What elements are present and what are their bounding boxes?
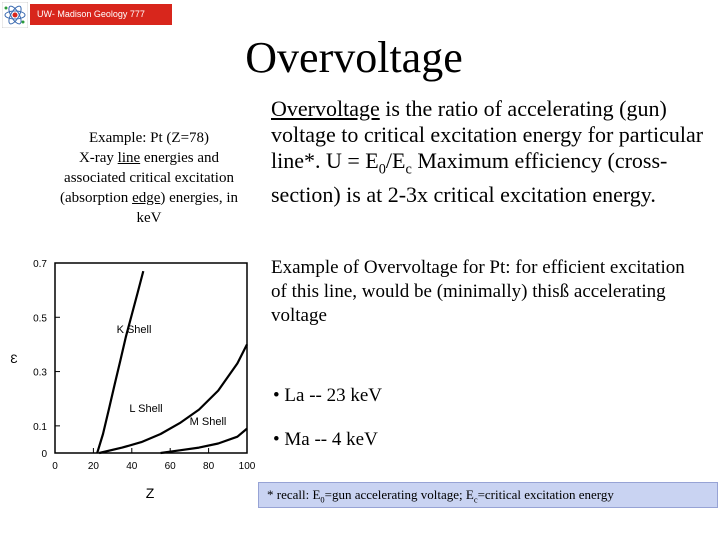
y-tick-label: 0.5 bbox=[33, 313, 47, 325]
y-tick-label: 0.1 bbox=[33, 421, 47, 433]
caption-line: (absorption edge) energies, in bbox=[59, 190, 239, 206]
bullet-la: • La -- 23 keV bbox=[273, 385, 382, 406]
caption-line: X-ray line energies and bbox=[78, 150, 220, 166]
x-tick-label: 20 bbox=[87, 461, 99, 472]
caption-line: Example: Pt (Z=78) bbox=[88, 130, 210, 146]
side-label: Ɛ bbox=[10, 352, 18, 366]
slide-title: Overvoltage bbox=[245, 33, 463, 82]
series-label: M Shell bbox=[189, 416, 227, 428]
caption-line: associated critical excitation bbox=[64, 170, 234, 186]
x-tick-label: 80 bbox=[203, 461, 215, 472]
x-tick-label: 0 bbox=[52, 461, 58, 472]
y-tick-label: 0.3 bbox=[33, 367, 47, 379]
y-tick-label: 0 bbox=[41, 449, 47, 460]
series-line-k-shell bbox=[97, 271, 143, 453]
x-axis-label: Z bbox=[145, 485, 155, 501]
efficiency-text: Maximum efficiency (cross-section) is at 2-3x critical excitation energy. bbox=[271, 148, 668, 208]
pt-example-text: Example of Overvoltage for Pt: for efficient excitation of this line, would be (minimally) thisß accelerating voltage bbox=[271, 257, 685, 326]
bullet-ma: • Ma -- 4 keV bbox=[273, 429, 378, 450]
x-tick-label: 100 bbox=[238, 461, 256, 472]
overvoltage-definition: Overvoltage is the ratio of accelerating (gun) voltage to critical excitation energy for particular line*. $U = E_0/E_c$ Maximum efficiency (cross-section) is at 2-3x critical excitation energy. bbox=[271, 96, 704, 208]
caption-line: keV bbox=[136, 210, 162, 226]
y-tick-label: 0.7 bbox=[33, 259, 47, 270]
atom-logo-icon bbox=[2, 2, 28, 28]
definition-term: Overvoltage bbox=[271, 96, 380, 121]
series-label: K Shell bbox=[116, 324, 152, 336]
fluorescence-yield-chart bbox=[0, 255, 262, 515]
x-tick-label: 40 bbox=[126, 461, 138, 472]
example-caption bbox=[38, 128, 260, 228]
x-tick-label: 60 bbox=[164, 461, 176, 472]
series-line-m-shell bbox=[161, 429, 247, 453]
series-label: L Shell bbox=[129, 403, 163, 415]
course-banner: UW- Madison Geology 777 bbox=[30, 4, 172, 25]
footnote-box: * recall: $E_0=gun$ accelerating voltage; $E_c=critical$ excitation energy bbox=[258, 482, 718, 508]
